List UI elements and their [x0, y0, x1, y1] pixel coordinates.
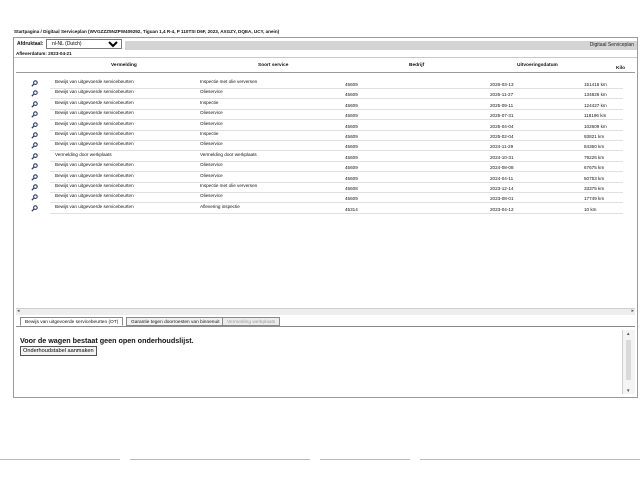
- service-plan-panel: [13, 37, 638, 398]
- divider: [14, 57, 637, 58]
- cell-kilometerstand: 67675 km: [584, 165, 605, 171]
- cell-kilometerstand: 10 km: [584, 206, 597, 212]
- search-magnifier-icon[interactable]: [31, 163, 38, 170]
- cell-bedrijf: 45609: [345, 175, 358, 181]
- cell-vermelding: Bewijs van uitgevoerde servicebeurten: [55, 172, 134, 178]
- search-magnifier-icon[interactable]: [31, 122, 38, 129]
- cell-uitvoeringsdatum: 2025-11-27: [490, 92, 514, 98]
- cell-uitvoeringsdatum: 2023-08-01: [490, 196, 514, 202]
- cell-soort-service: Olieservice: [200, 193, 223, 199]
- table-row[interactable]: [14, 79, 637, 89]
- cell-bedrijf: 45609: [345, 102, 358, 108]
- table-row[interactable]: [14, 89, 637, 99]
- row-divider: [50, 213, 623, 214]
- cell-uitvoeringsdatum: 2025-04-04: [490, 123, 514, 129]
- table-row[interactable]: [14, 193, 637, 203]
- cell-kilometerstand: 93821 km: [584, 134, 605, 139]
- column-header-soort-service[interactable]: Soort service: [258, 63, 289, 68]
- cell-uitvoeringsdatum: 2024-08-08: [490, 165, 514, 171]
- cell-uitvoeringsdatum: 2024-04-11: [490, 175, 514, 181]
- search-magnifier-icon[interactable]: [31, 142, 38, 149]
- table-row[interactable]: [14, 162, 637, 172]
- cell-vermelding: Bewijs van uitgevoerde servicebeurten: [55, 193, 134, 199]
- cell-soort-service: Olieservice: [200, 172, 223, 178]
- breadcrumb: Startpagina / Digitaal Serviceplan (WVGZZZ5NZPW409292, Tiguan 1,4 R-4, P 110TSI D6F, 2023, AXGZY, DQEA, UCY, anein): [14, 29, 280, 34]
- scroll-left-icon[interactable]: ◂: [17, 308, 20, 314]
- table-row[interactable]: [14, 121, 637, 131]
- search-magnifier-icon[interactable]: [31, 205, 38, 212]
- table-row[interactable]: [14, 183, 637, 193]
- cell-uitvoeringsdatum: 2025-09-11: [490, 102, 514, 108]
- cell-bedrijf: 45609: [345, 82, 358, 87]
- cell-kilometerstand: 79226 km: [584, 154, 605, 160]
- cell-bedrijf: 45609: [345, 134, 358, 139]
- vertical-scrollbar[interactable]: [622, 330, 635, 394]
- cell-soort-service: Inspectie: [200, 99, 219, 105]
- cell-uitvoeringsdatum: 2023-04-12: [490, 206, 514, 212]
- no-maintenance-message: Voor de wagen bestaat geen open onderhoudslijst.: [20, 336, 194, 345]
- cell-kilometerstand: 33375 km: [584, 186, 605, 191]
- tab-content: [16, 330, 622, 394]
- cell-soort-service: Olieservice: [200, 120, 223, 126]
- scroll-down-icon[interactable]: ▼: [626, 388, 631, 393]
- table-row[interactable]: [14, 173, 637, 183]
- tab-divider: [16, 326, 635, 327]
- language-label: Afdruktaal:: [17, 41, 44, 47]
- cell-kilometerstand: 134826 km: [584, 92, 607, 98]
- cell-kilometerstand: 102609 km: [584, 123, 607, 129]
- cell-bedrijf: 45609: [345, 144, 358, 150]
- search-magnifier-icon[interactable]: [31, 174, 38, 181]
- cell-uitvoeringsdatum: 2025-02-04: [490, 134, 514, 139]
- search-magnifier-icon[interactable]: [31, 111, 38, 118]
- cell-uitvoeringsdatum: 2024-11-29: [490, 144, 514, 150]
- scroll-up-icon[interactable]: ▲: [626, 331, 631, 336]
- search-magnifier-icon[interactable]: [31, 194, 38, 201]
- cell-vermelding: Bewijs van uitgevoerde servicebeurten: [55, 183, 134, 188]
- cell-soort-service: Olieservice: [200, 162, 223, 168]
- cell-soort-service: Aflevering inspectie: [200, 203, 240, 209]
- cell-vermelding: Bewijs van uitgevoerde servicebeurten: [55, 110, 134, 116]
- cell-vermelding: Bewijs van uitgevoerde servicebeurten: [55, 120, 134, 126]
- language-select[interactable]: [46, 39, 122, 49]
- cell-kilometerstand: 118196 km: [584, 113, 607, 119]
- cell-bedrijf: 45608: [345, 186, 358, 191]
- table-row[interactable]: [14, 100, 637, 110]
- cell-uitvoeringsdatum: 2025-07-31: [490, 113, 514, 119]
- delivery-date: Afleverdatum: 2023-04-21: [16, 51, 72, 56]
- cell-kilometerstand: 50753 km: [584, 175, 605, 181]
- column-header-uitvoeringsdatum[interactable]: Uitvoeringsdatum: [517, 63, 558, 68]
- search-magnifier-icon[interactable]: [31, 132, 38, 139]
- cell-uitvoeringsdatum: 2023-12-14: [490, 186, 514, 191]
- cell-soort-service: Olieservice: [200, 141, 223, 147]
- table-row[interactable]: [14, 152, 637, 162]
- cell-kilometerstand: 84360 km: [584, 144, 605, 150]
- panel-title: Digitaal Serviceplan: [125, 41, 637, 50]
- cell-uitvoeringsdatum: 2026-03-13: [490, 82, 514, 87]
- cell-uitvoeringsdatum: 2024-10-31: [490, 154, 514, 160]
- search-magnifier-icon[interactable]: [31, 153, 38, 160]
- create-maintenance-table-button[interactable]: Onderhoudstabel aanmaken: [20, 346, 97, 356]
- scroll-right-icon[interactable]: ▸: [631, 308, 634, 314]
- cell-vermelding: Bewijs van uitgevoerde servicebeurten: [55, 203, 134, 209]
- table-row[interactable]: [14, 204, 637, 214]
- search-magnifier-icon[interactable]: [31, 184, 38, 191]
- scroll-thumb[interactable]: [626, 340, 631, 380]
- cell-bedrijf: 45314: [345, 206, 358, 212]
- cell-soort-service: Vermelding door werkplaats: [200, 151, 257, 157]
- tab-garantie-doorroesten[interactable]: Garantie tegen doorroesten van binnenuit: [126, 317, 225, 326]
- cell-kilometerstand: 151416 km: [584, 82, 607, 87]
- column-header-kilometerstand[interactable]: Kilo: [616, 66, 626, 71]
- search-magnifier-icon[interactable]: [31, 90, 38, 97]
- cell-vermelding: Bewijs van uitgevoerde servicebeurten: [55, 79, 134, 84]
- cell-vermelding: Bewijs van uitgevoerde servicebeurten: [55, 131, 134, 136]
- cell-bedrijf: 45609: [345, 154, 358, 160]
- cell-soort-service: Olieservice: [200, 110, 223, 116]
- header-divider: [16, 72, 635, 73]
- search-magnifier-icon[interactable]: [31, 101, 38, 108]
- column-header-vermelding[interactable]: Vermelding: [111, 63, 137, 68]
- cell-bedrijf: 45609: [345, 123, 358, 129]
- toolbar: [14, 38, 637, 50]
- page-footer-rule: [0, 459, 640, 460]
- cell-bedrijf: 45609: [345, 113, 358, 119]
- search-magnifier-icon[interactable]: [31, 80, 38, 87]
- table-row[interactable]: [14, 110, 637, 120]
- horizontal-scrollbar[interactable]: [16, 308, 635, 315]
- cell-vermelding: Bewijs van uitgevoerde servicebeurten: [55, 99, 134, 105]
- cell-vermelding: Bewijs van uitgevoerde servicebeurten: [55, 141, 134, 147]
- tab-vermelding-werkplaats[interactable]: Vermelding werkplaats: [222, 317, 280, 326]
- cell-vermelding: Vermelding door werkplaats: [55, 151, 112, 157]
- cell-kilometerstand: 124427 km: [584, 102, 607, 108]
- table-row[interactable]: [14, 141, 637, 151]
- cell-soort-service: Olieservice: [200, 89, 223, 95]
- cell-vermelding: Bewijs van uitgevoerde servicebeurten: [55, 162, 134, 168]
- column-header-bedrijf[interactable]: Bedrijf: [409, 63, 425, 68]
- cell-bedrijf: 45609: [345, 92, 358, 98]
- cell-kilometerstand: 17749 km: [584, 196, 605, 202]
- cell-bedrijf: 45609: [345, 165, 358, 171]
- cell-soort-service: Inspectie met olie verversen: [200, 183, 258, 188]
- cell-vermelding: Bewijs van uitgevoerde servicebeurten: [55, 89, 134, 95]
- cell-bedrijf: 45609: [345, 196, 358, 202]
- cell-soort-service: Inspectie met olie verversen: [200, 79, 258, 84]
- cell-soort-service: Inspectie: [200, 131, 219, 136]
- table-row[interactable]: [14, 131, 637, 141]
- tab-servicebeurten[interactable]: Bewijs van uitgevoerde servicebeurten (OT): [20, 317, 123, 326]
